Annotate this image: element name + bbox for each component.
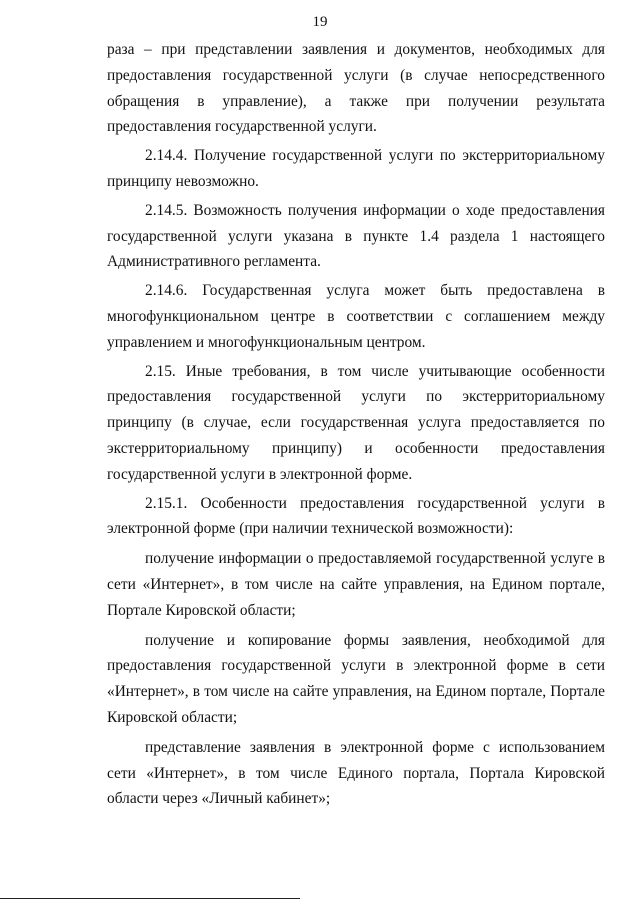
list-item-submission: представление заявления в электронной форме с использованием сети «Интернет», в том числе Единого портала, Портала Кировской области через «Личный кабинет»; bbox=[107, 738, 605, 808]
paragraph-2-14-4: 2.14.4. Получение государственной услуги по экстерриториальному принципу невозможно. bbox=[107, 147, 605, 190]
paragraph-2-14-5: 2.14.5. Возможность получения информации о ходе предоставления государственной услуги указана в пункте 1.4 раздела 1 настоящего Административного регламента. bbox=[107, 201, 605, 271]
page-number: 19 bbox=[312, 14, 328, 30]
paragraph-continuation: раза – при представлении заявления и документов, необходимых для предоставления государственной услуги (в случае непосредственного обращения в управление), а также при получении результата предоставления государственной услуги. bbox=[107, 41, 605, 136]
list-item-form-copy: получение и копирование формы заявления, необходимой для предоставления государственной услуги в электронной форме в сети «Интернет», в том числе на сайте управления, на Едином портале, Портале Кировской области; bbox=[107, 631, 605, 726]
paragraph-2-14-6: 2.14.6. Государственная услуга может быть предоставлена в многофункциональном центре в соответствии с соглашением между управлением и многофункциональным центром. bbox=[107, 282, 605, 351]
paragraph-2-15: 2.15. Иные требования, в том числе учитывающие особенности предоставления государственной услуги по экстерриториальному принципу (в случае, если государственная услуга предоставляется по экстерриториальному принципу) и особенности предоставления государственной услуги в электронной форме. bbox=[107, 362, 605, 483]
list-item-info: получение информации о предоставляемой государственной услуге в сети «Интернет», в том числе на сайте управления, на Едином портале, Портале Кировской области; bbox=[107, 550, 605, 619]
paragraph-2-15-1: 2.15.1. Особенности предоставления государственной услуги в электронной форме (при наличии технической возможности): bbox=[107, 494, 605, 538]
footer-rule bbox=[0, 898, 300, 899]
document-body bbox=[107, 37, 605, 812]
